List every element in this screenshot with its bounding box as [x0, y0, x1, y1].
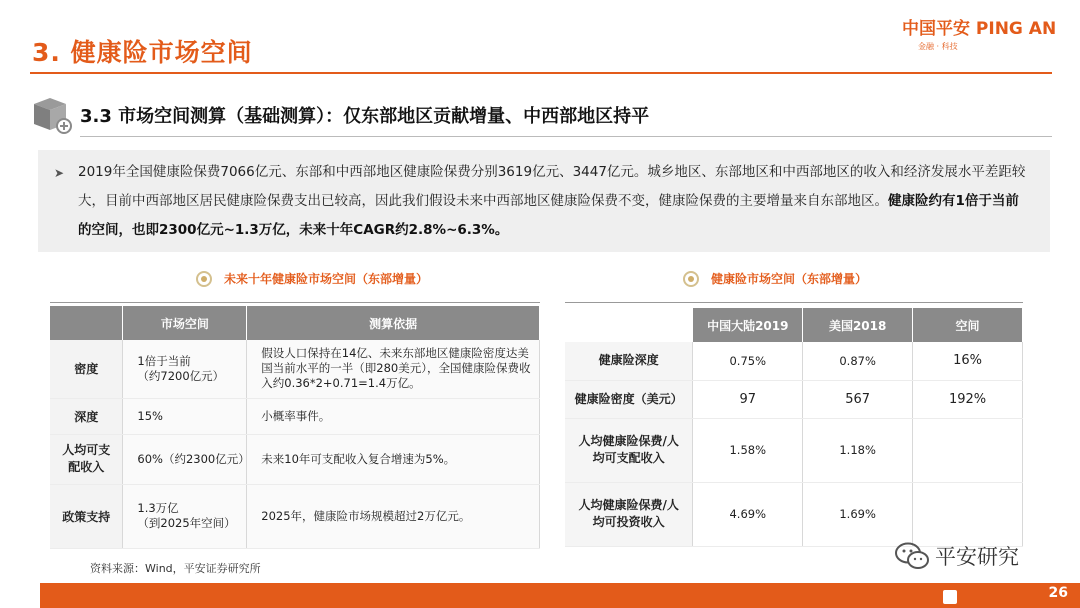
china-cell: 4.69% — [693, 482, 803, 546]
source-note: 资料来源：Wind，平安证券研究所 — [90, 562, 261, 575]
logo-text: 中国平安 PING AN — [902, 19, 1057, 39]
space-cell: 1倍于当前 （约7200亿元） — [123, 340, 247, 398]
brand-logo — [902, 14, 1072, 52]
table-header-row — [50, 306, 540, 340]
basis-cell: 假设人口保持在14亿、未来东部地区健康险密度达美国当前水平的一半（即280美元），全国健康险保费收入约0.36*2+0.71=1.4万亿。 — [247, 340, 540, 398]
china-cell: 97 — [693, 380, 803, 418]
row-label: 健康险密度（美元） — [565, 380, 693, 418]
us-cell: 0.87% — [803, 342, 913, 380]
logo-slogan: 金融 · 科技 — [918, 42, 958, 51]
header-cell: 中国大陆2019 — [693, 308, 803, 342]
summary-conclusion: 健康险约有1倍于当前的空间，也即2300亿元~1.3万亿，未来十年CAGR约2.8%~6.3%。 — [78, 193, 1019, 238]
wechat-watermark — [895, 541, 1019, 571]
table-row — [565, 342, 1023, 380]
basis-cell: 2025年，健康险市场规模超过2万亿元。 — [247, 484, 540, 548]
space-cell: 15% — [123, 398, 247, 434]
table-row — [565, 418, 1023, 482]
footer-logo-icon — [943, 590, 957, 604]
table-header-row — [565, 308, 1023, 342]
header-cell: 空间 — [913, 308, 1023, 342]
wechat-icon — [895, 542, 929, 570]
us-cell: 567 — [803, 380, 913, 418]
right-caption-divider — [565, 302, 1023, 303]
market-space-table — [50, 306, 540, 549]
summary-box — [38, 150, 1050, 252]
page-title: 3. 健康险市场空间 — [32, 38, 253, 67]
table-row — [50, 398, 540, 434]
table-row — [50, 340, 540, 398]
header-cell: 市场空间 — [123, 306, 247, 340]
row-label: 人均健康险保费/人 均可投资收入 — [565, 482, 693, 546]
footer-bar — [0, 583, 1080, 608]
left-caption-divider — [50, 302, 540, 303]
table-row — [50, 484, 540, 548]
title-divider — [30, 72, 1052, 74]
china-cell: 1.58% — [693, 418, 803, 482]
space-cell: 60%（约2300亿元） — [123, 434, 247, 484]
us-cell: 1.69% — [803, 482, 913, 546]
table-row — [565, 380, 1023, 418]
health-insurance-space-table — [565, 308, 1023, 547]
space-cell: 16% — [913, 342, 1023, 380]
page-number: 26 — [1048, 585, 1068, 601]
row-label: 人均健康险保费/人 均可支配收入 — [565, 418, 693, 482]
table-row — [50, 434, 540, 484]
space-cell: 1.3万亿 （到2025年空间） — [123, 484, 247, 548]
circle-bullet-icon — [196, 271, 212, 287]
header-cell — [50, 306, 123, 340]
subtitle-divider — [80, 136, 1052, 137]
arrow-bullet-icon: ➤ — [54, 166, 65, 180]
header-cell — [565, 308, 693, 342]
footer-left-gap — [0, 583, 40, 608]
row-label: 深度 — [50, 398, 123, 434]
space-cell — [913, 418, 1023, 482]
right-caption-text: 健康险市场空间（东部增量） — [711, 272, 868, 286]
space-cell: 192% — [913, 380, 1023, 418]
table-row — [565, 482, 1023, 546]
row-label: 人均可支 配收入 — [50, 434, 123, 484]
basis-cell: 小概率事件。 — [247, 398, 540, 434]
us-cell: 1.18% — [803, 418, 913, 482]
watermark-text: 平安研究 — [935, 545, 1019, 569]
row-label: 密度 — [50, 340, 123, 398]
header-cell: 测算依据 — [247, 306, 540, 340]
cube-icon — [30, 96, 74, 134]
row-label: 政策支持 — [50, 484, 123, 548]
space-cell — [913, 482, 1023, 546]
left-table-caption — [196, 270, 428, 287]
left-caption-text: 未来十年健康险市场空间（东部增量） — [224, 272, 429, 286]
right-table-caption — [683, 270, 867, 287]
basis-cell: 未来10年可支配收入复合增速为5%。 — [247, 434, 540, 484]
china-cell: 0.75% — [693, 342, 803, 380]
header-cell: 美国2018 — [803, 308, 913, 342]
row-label: 健康险深度 — [565, 342, 693, 380]
section-subtitle: 3.3 市场空间测算（基础测算）：仅东部地区贡献增量、中西部地区持平 — [80, 106, 650, 127]
summary-text: 2019年全国健康险保费7066亿元、东部和中西部地区健康险保费分别3619亿元、3447亿元。城乡地区、东部地区和中西部地区的收入和经济发展水平差距较大，目前中西部地区居民健康险保费支出已较高，因此我们假设未来中西部地区健康险保费不变，健康险保费的主要增量来自东部地区。 — [78, 164, 1026, 209]
circle-bullet-icon — [683, 271, 699, 287]
